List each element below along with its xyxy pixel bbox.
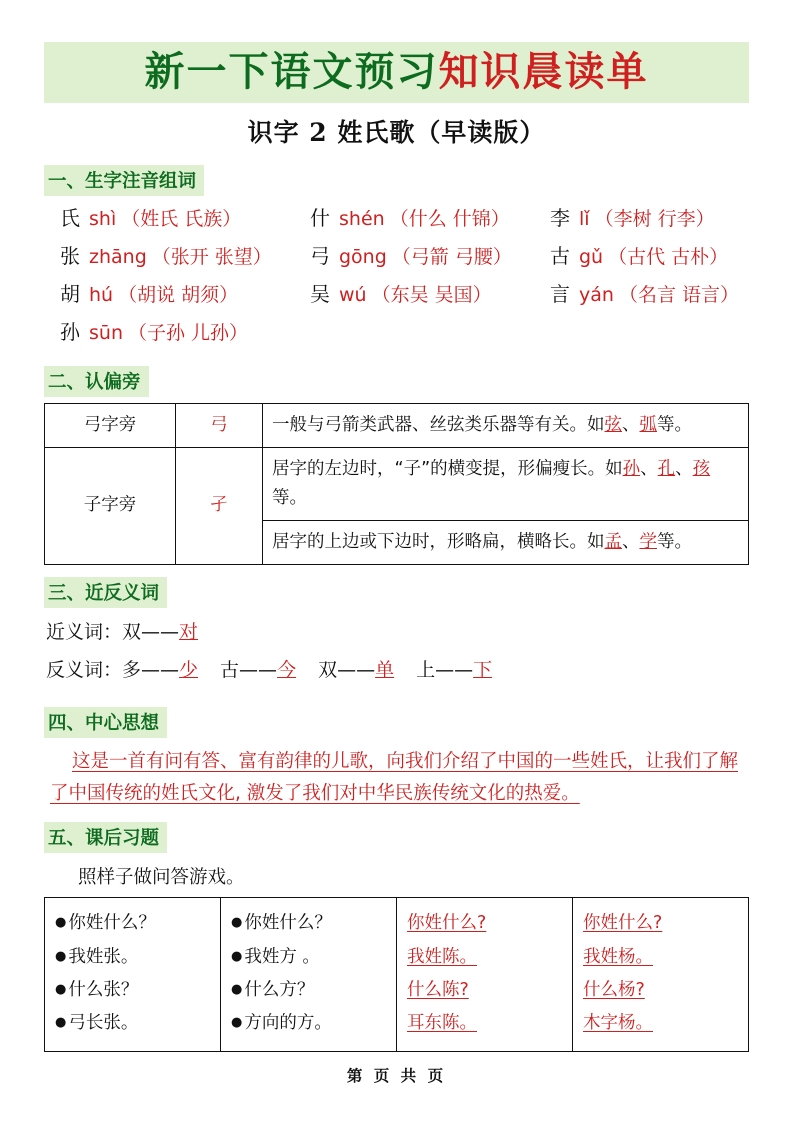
- desc-text: 居字的上边或下边时，形略扁，横略长。如: [272, 531, 605, 552]
- char-entry: [310, 202, 550, 231]
- char-entry: [310, 240, 550, 269]
- character-glyph: 胡: [60, 282, 80, 307]
- character-words: （李树 行李）: [594, 208, 715, 231]
- desc-sep: 、: [622, 415, 640, 436]
- radical-glyph: 孑: [176, 448, 263, 565]
- exercise-table: [44, 897, 749, 1052]
- example-char: 学: [639, 531, 657, 552]
- character-glyph: 言: [550, 282, 570, 307]
- radical-description: [263, 404, 749, 448]
- bullet-icon: ●: [55, 915, 67, 931]
- character-pinyin: lǐ: [579, 208, 590, 231]
- character-words: （东吴 吴国）: [371, 284, 492, 307]
- character-glyph: 什: [310, 206, 330, 231]
- page-title: [44, 48, 749, 95]
- desc-text: 居字的左边时，“子”的横变提，形偏瘦长。如: [272, 459, 623, 480]
- character-glyph: 孙: [60, 320, 80, 345]
- example-char: 孩: [692, 459, 711, 480]
- radical-description: [263, 520, 749, 564]
- table-row: [45, 404, 749, 448]
- char-row: [50, 316, 749, 345]
- antonym-prompt: 古——: [220, 659, 278, 682]
- character-words: （弓箭 弓腰）: [391, 246, 512, 269]
- character-glyph: 古: [550, 244, 570, 269]
- synonym-line: [46, 618, 749, 647]
- title-banner: [44, 42, 749, 103]
- radical-glyph: 弓: [176, 404, 263, 448]
- desc-sep: 、: [640, 459, 658, 480]
- list-item: 什么杨?: [583, 979, 645, 1000]
- character-words: （什么 什锦）: [389, 208, 510, 231]
- character-words: （子孙 儿孙）: [127, 322, 249, 345]
- section-1-heading: 一、生字注音组词: [44, 165, 204, 196]
- character-glyph: 氏: [60, 206, 80, 231]
- character-pinyin: hú: [89, 284, 114, 307]
- char-row: [50, 240, 749, 269]
- character-glyph: 弓: [310, 244, 330, 269]
- list-item: ● 我姓张。: [55, 946, 139, 967]
- list-item: ● 什么张？: [55, 979, 139, 1000]
- new-characters-list: [50, 202, 749, 345]
- exercise-column-answer: [573, 898, 749, 1052]
- bullet-icon: ●: [55, 1014, 67, 1030]
- list-item: 耳东陈。: [407, 1012, 477, 1033]
- antonym-prompt: 多——: [122, 659, 180, 682]
- character-glyph: 李: [550, 206, 570, 231]
- antonym-answer: 单: [375, 659, 395, 682]
- character-words: （胡说 胡须）: [118, 284, 239, 307]
- table-row: [45, 448, 749, 521]
- char-entry: [50, 240, 310, 269]
- example-char: 弧: [639, 415, 657, 436]
- title-green-part: 新一下语文预习: [144, 48, 439, 95]
- example-char: 弦: [604, 415, 622, 436]
- bullet-icon: ●: [231, 1014, 243, 1030]
- desc-text: 一般与弓箭类武器、丝弦类乐器等有关。如: [272, 415, 605, 436]
- example-char: 孟: [604, 531, 622, 552]
- char-row: [50, 202, 749, 231]
- character-pinyin: sūn: [89, 322, 123, 345]
- synonym-answer: 对: [179, 620, 199, 643]
- page-footer: 第 页 共 页: [346, 1066, 447, 1085]
- char-entry: [50, 202, 310, 231]
- list-item: 我姓陈。: [407, 946, 477, 967]
- exercise-instruction: 照样子做问答游戏。: [78, 867, 245, 889]
- main-idea-text: 这是一首有问有答、富有韵律的儿歌，向我们介绍了中国的一些姓氏，让我们了解了中国传统的姓氏文化, 激发了我们对中华民族传统文化的热爱。: [50, 750, 739, 805]
- character-pinyin: wú: [339, 284, 367, 307]
- list-item: ● 什么方？: [231, 979, 315, 1000]
- antonym-prompt: 双——: [318, 659, 376, 682]
- radical-name: 子字旁: [45, 448, 176, 565]
- character-pinyin: zhāng: [89, 246, 147, 269]
- bullet-icon: ●: [231, 981, 243, 997]
- radical-description: [263, 448, 749, 521]
- antonym-answer: 下: [473, 659, 493, 682]
- character-pinyin: gǔ: [579, 246, 604, 269]
- list-item: ● 我姓方 。: [231, 946, 320, 967]
- section-4-heading: 四、中心思想: [44, 707, 167, 738]
- list-item: ● 方向的方。: [231, 1012, 332, 1033]
- character-words: （名言 语言）: [618, 284, 739, 307]
- synonym-label: 近义词：: [46, 620, 123, 643]
- list-item: ● 你姓什么？: [55, 913, 156, 934]
- title-red-part: 知识晨读单: [438, 48, 649, 95]
- antonym-label: 反义词：: [46, 659, 123, 682]
- exercise-column-answer: [397, 898, 573, 1052]
- character-glyph: 张: [60, 244, 80, 269]
- character-pinyin: shì: [89, 208, 117, 231]
- antonym-line: [46, 656, 749, 685]
- bullet-icon: ●: [55, 948, 67, 964]
- bullet-icon: ●: [231, 948, 243, 964]
- character-pinyin: yán: [579, 284, 614, 307]
- exercise-column: [45, 898, 221, 1052]
- char-entry: [550, 278, 739, 307]
- desc-sep: 、: [622, 531, 640, 552]
- page-subtitle: 识字 2 姓氏歌（早读版）: [247, 118, 546, 148]
- char-entry: [310, 278, 550, 307]
- char-entry: [550, 202, 715, 231]
- antonym-prompt: 上——: [416, 659, 474, 682]
- example-char: 孔: [657, 459, 676, 480]
- character-words: （张开 张望）: [151, 246, 272, 269]
- char-row: [50, 278, 749, 307]
- radical-name: 弓字旁: [45, 404, 176, 448]
- list-item: ● 你姓什么？: [231, 913, 332, 934]
- character-pinyin: gōng: [339, 246, 387, 269]
- char-entry: [550, 240, 728, 269]
- desc-text: 等。: [657, 415, 692, 436]
- char-entry: [50, 316, 310, 345]
- desc-text: 、: [675, 459, 693, 480]
- character-glyph: 吴: [310, 282, 330, 307]
- example-char: 孙: [622, 459, 641, 480]
- exercise-column: [221, 898, 397, 1052]
- char-entry: [50, 278, 310, 307]
- list-item: 木字杨。: [583, 1012, 653, 1033]
- bullet-icon: ●: [55, 981, 67, 997]
- section-2-heading: 二、认偏旁: [44, 366, 149, 397]
- list-item: 我姓杨。: [583, 946, 653, 967]
- desc-text: 等。: [657, 531, 692, 552]
- antonym-answer: 少: [179, 659, 199, 682]
- list-item: 你姓什么?: [583, 913, 663, 934]
- character-pinyin: shén: [339, 208, 385, 231]
- desc-text: 等。: [272, 487, 307, 508]
- synonym-prompt: 双——: [122, 620, 180, 643]
- section-3-heading: 三、近反义词: [44, 577, 167, 608]
- character-words: （古代 古朴）: [608, 246, 729, 269]
- table-row: [45, 898, 749, 1052]
- bullet-icon: ●: [231, 915, 243, 931]
- character-words: （姓氏 氏族）: [121, 208, 242, 231]
- antonym-answer: 今: [277, 659, 297, 682]
- list-item: 你姓什么?: [407, 913, 487, 934]
- list-item: 什么陈?: [407, 979, 469, 1000]
- list-item: ● 弓长张。: [55, 1012, 139, 1033]
- section-5-heading: 五、课后习题: [44, 822, 167, 853]
- radicals-table: [44, 403, 749, 565]
